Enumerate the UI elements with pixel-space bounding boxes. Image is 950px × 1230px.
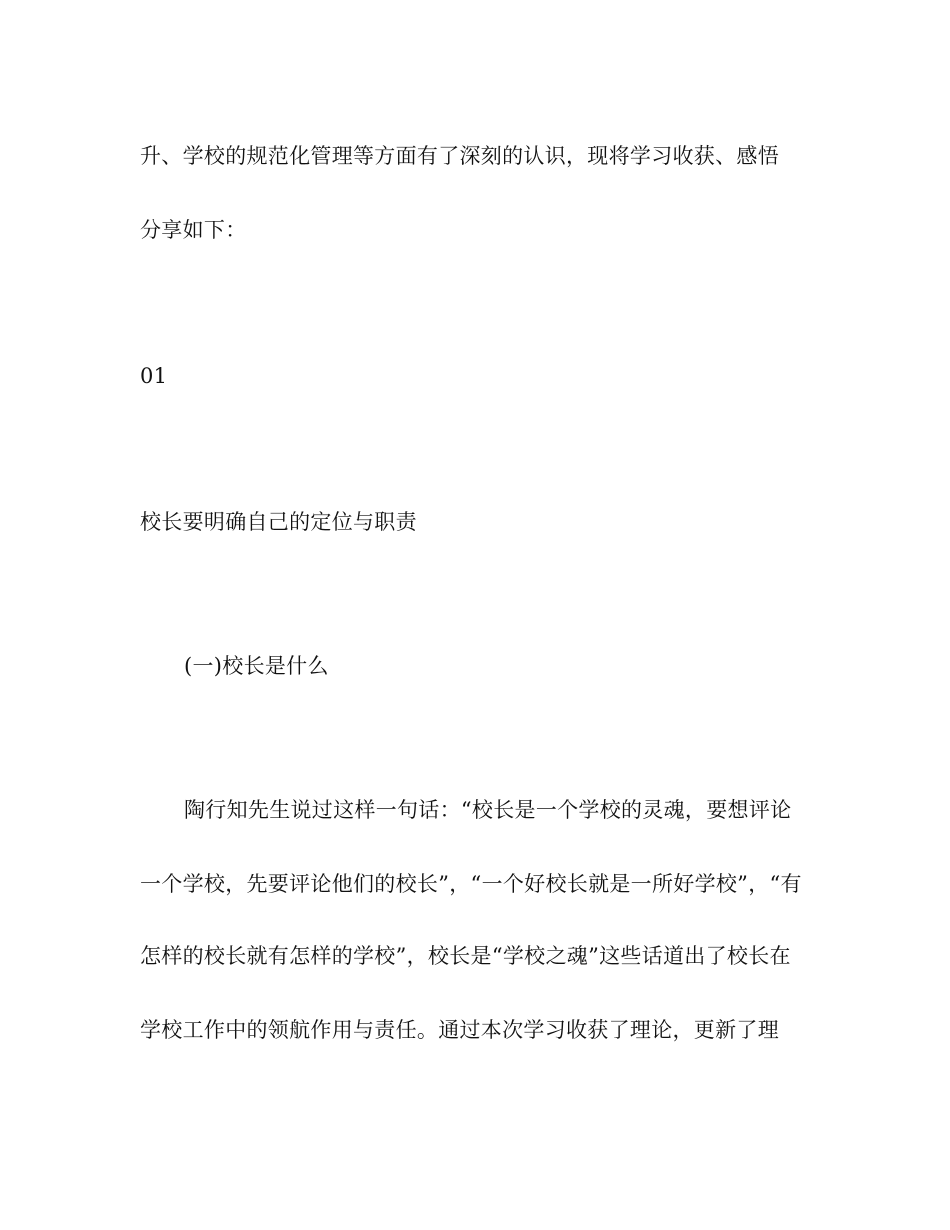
- paragraph-line: 升、学校的规范化管理等方面有了深刻的认识，现将学习收获、感悟: [140, 144, 779, 168]
- subsection-heading: (一)校长是什么: [184, 654, 329, 678]
- paragraph-line: 一个学校，先要评论他们的校长”，“一个好校长就是一所好学校”，“有: [140, 872, 802, 896]
- paragraph-line: 陶行知先生说过这样一句话：“校长是一个学校的灵魂，要想评论: [184, 798, 792, 822]
- section-heading: 校长要明确自己的定位与职责: [140, 510, 417, 534]
- paragraph-line: 分享如下：: [140, 218, 247, 242]
- section-number: 01: [140, 364, 168, 388]
- paragraph-line: 学校工作中的领航作用与责任。通过本次学习收获了理论，更新了理: [140, 1018, 779, 1042]
- paragraph-line: 怎样的校长就有怎样的学校”，校长是“学校之魂”这些话道出了校长在: [140, 944, 791, 968]
